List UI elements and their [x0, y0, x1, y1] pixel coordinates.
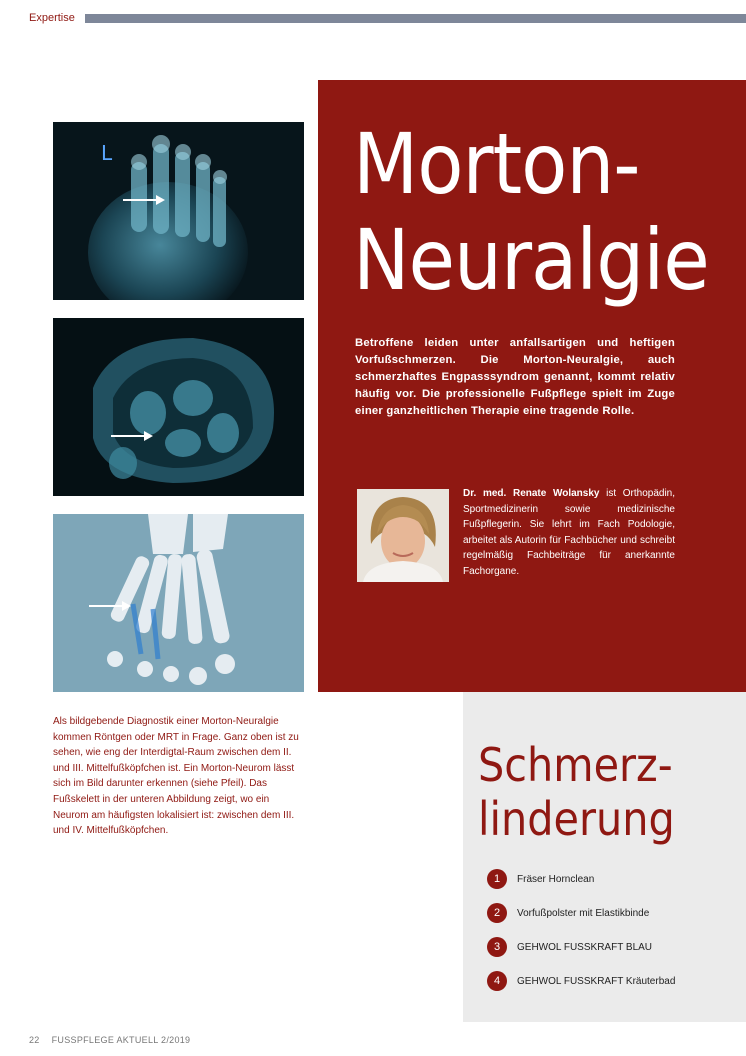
author-bio	[463, 486, 675, 580]
list-item	[487, 930, 675, 964]
list-item	[487, 964, 675, 998]
article-title	[353, 116, 709, 308]
list-item-label: GEHWOL FUSSKRAFT BLAU	[517, 941, 653, 953]
list-item-label: Fräser Hornclean	[517, 873, 595, 885]
list-item	[487, 862, 675, 896]
article-lead: Betroffene leiden unter anfallsartigen und heftigen Vorfußschmerzen. Die Morton-Neuralgie, auch schmerzhaftes Engpasssyndrom genannt, kommt relativ häufig vor. Die professionelle Fußpflege spielt im Zuge einer ganzheitlichen Therapie eine tragende Rolle.	[355, 337, 675, 417]
header-bar	[85, 14, 746, 23]
publication-name: FUSSPFLEGE AKTUELL 2/2019	[51, 1035, 191, 1045]
list-item	[487, 896, 675, 930]
sidebar-title-line2: linderung	[478, 792, 675, 846]
author-description: ist Orthopädin, Sportmedizinerin sowie medizinische Fußpflegerin. Sie lehrt im Fach Podologie, arbeitet als Autorin für Fachbücher und schreibt regelmäßig Fachbeiträge für anerkannte Fachorgane.	[463, 488, 676, 577]
page-number: 22	[29, 1035, 40, 1045]
section-label: Expertise	[29, 12, 75, 24]
list-number-badge: 4	[487, 971, 507, 991]
list-item-label: Vorfußpolster mit Elastikbinde	[517, 907, 650, 919]
list-item-label: GEHWOL FUSSKRAFT Kräuterbad	[517, 975, 676, 987]
product-list	[487, 862, 675, 998]
author-photo	[357, 489, 449, 582]
list-number-badge: 3	[487, 937, 507, 957]
list-number-badge: 1	[487, 869, 507, 889]
author-name: Dr. med. Renate Wolansky	[463, 488, 600, 499]
foot-skeleton-image	[53, 514, 304, 692]
page-footer	[29, 1035, 190, 1045]
article-title-line2: Neuralgie	[353, 211, 709, 309]
mri-image	[53, 318, 304, 496]
article-title-line1: Morton-	[353, 115, 640, 213]
xray-marker-label: L	[101, 141, 113, 165]
image-caption: Als bildgebende Diagnostik einer Morton-Neuralgie kommen Röntgen oder MRT in Frage. Ganz oben ist zu sehen, wie eng der Interdigtal-Raum zwischen dem II. und III. Mittelfußköpfchen ist. Ein Morton-Neurom lässt sich im Bild darunter erkennen (siehe Pfeil). Das Fußskelett in der unteren Abbildung zeigt, wo ein Neurom am häufigsten lokalisiert ist: zwischen dem III. und IV. Mittelfußköpfchen.	[53, 716, 299, 837]
sidebar-title	[478, 738, 675, 846]
list-number-badge: 2	[487, 903, 507, 923]
sidebar-title-line1: Schmerz-	[478, 738, 673, 792]
xray-image	[53, 122, 304, 300]
